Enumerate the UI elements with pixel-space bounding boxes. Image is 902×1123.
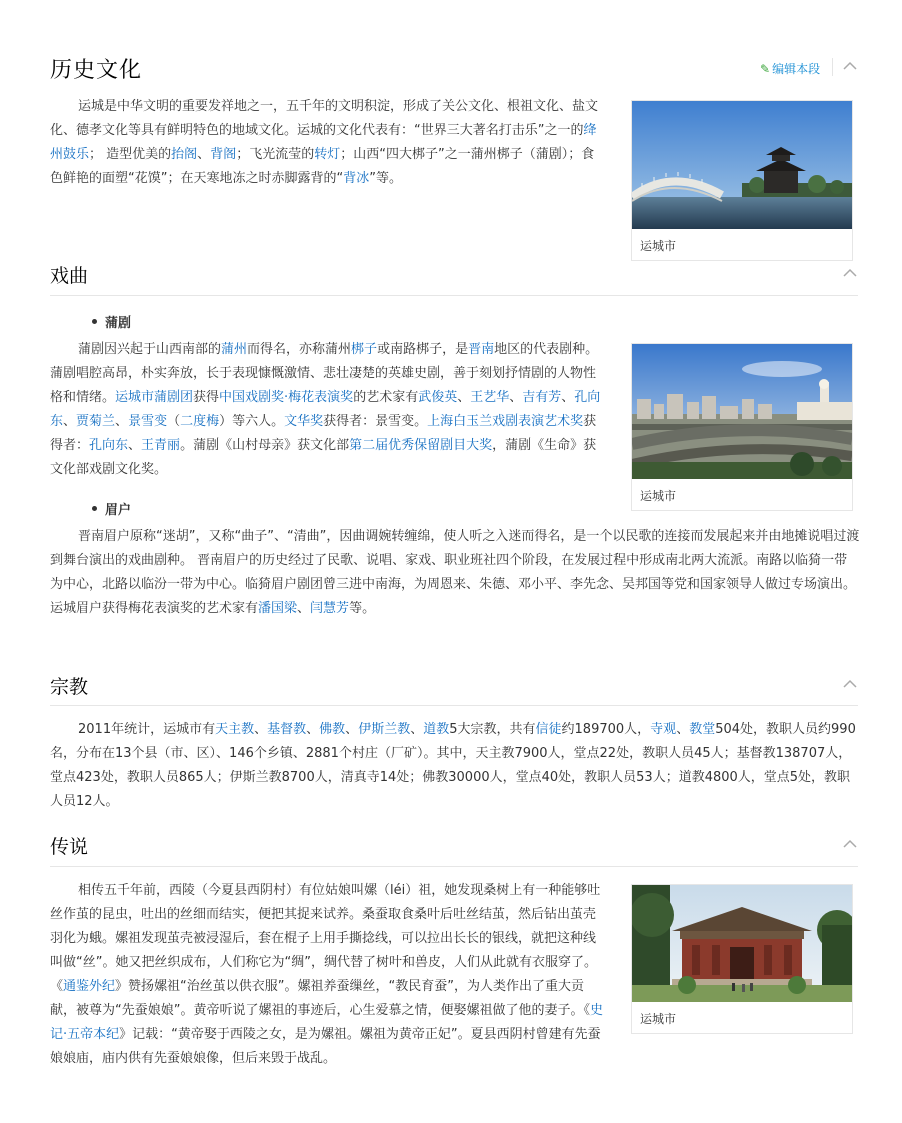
text-link[interactable]: 孔向东: [50, 390, 601, 429]
text-run: ”等。: [369, 171, 402, 186]
text-link[interactable]: 上海白玉兰戏剧表演艺术奖: [427, 414, 584, 429]
text-link[interactable]: 潘国梁: [258, 601, 298, 616]
text-link[interactable]: 基督教: [267, 722, 307, 737]
text-link[interactable]: 王青丽: [141, 438, 181, 453]
text-link[interactable]: 天主教: [215, 722, 255, 737]
divider: [832, 58, 833, 76]
text-run: 、: [115, 414, 129, 429]
page-title: 历史文化: [50, 58, 143, 83]
section-divider: [50, 295, 858, 296]
pencil-icon: ✎: [760, 61, 771, 76]
image-caption: 运城市: [640, 1012, 677, 1026]
text-link[interactable]: 教堂: [689, 722, 716, 737]
text-run: ；飞光流莹的: [236, 147, 315, 162]
text-link[interactable]: 伊斯兰教: [358, 722, 411, 737]
text-run: 获得者：景雪变。: [323, 414, 428, 429]
text-link[interactable]: 佛教: [319, 722, 346, 737]
text-run: 、: [676, 722, 690, 737]
text-run: 、: [128, 438, 142, 453]
text-link[interactable]: 中国戏剧奖·梅花表演奖: [219, 390, 354, 405]
text-run: 的艺术家有: [353, 390, 419, 405]
text-link[interactable]: 二度梅: [180, 414, 220, 429]
text-link[interactable]: 转灯: [314, 147, 341, 162]
text-link[interactable]: 贾菊兰: [76, 414, 116, 429]
collapse-icon[interactable]: [843, 61, 855, 73]
text-run: 、: [457, 390, 471, 405]
text-link[interactable]: 运城市蒲剧团: [115, 390, 194, 405]
text-link[interactable]: 背冰: [343, 171, 370, 186]
text-run: 地区的代表剧种。蒲剧唱腔高昂，朴实奔放，长于表现慷慨激情、悲壮凄楚的英雄史剧，善于刻划抒情剧的人物性格和情绪。: [50, 342, 599, 405]
history-paragraph: [50, 95, 605, 191]
text-link[interactable]: 文华奖: [284, 414, 324, 429]
subheading-puju: 蒲剧: [92, 312, 131, 331]
text-run: 、: [297, 601, 311, 616]
image-yuncheng-bridge[interactable]: [632, 101, 852, 233]
section-title-legend: 传说: [50, 836, 89, 858]
text-run: ）等六人。: [219, 414, 285, 429]
text-run: 、: [345, 722, 359, 737]
text-link[interactable]: 王艺华: [470, 390, 510, 405]
text-run: 5大宗教，共有: [449, 722, 536, 737]
image-yuncheng-city[interactable]: [632, 344, 852, 483]
text-link[interactable]: 景雪变: [128, 414, 168, 429]
text-run: （: [167, 414, 181, 429]
text-run: 、: [63, 414, 77, 429]
text-link[interactable]: 闫慧芳: [310, 601, 350, 616]
text-run: ；山西“四大梆子”之一蒲州梆子（蒲剧）；食色鲜艳的面塑“花馍”；在天寒地冻之时赤脚露背的“: [50, 147, 595, 186]
text-run: 、: [561, 390, 575, 405]
text-link[interactable]: 道教: [423, 722, 450, 737]
legend-figure[interactable]: [631, 884, 853, 1034]
text-run: 、: [410, 722, 424, 737]
text-run: 约189700人，: [561, 722, 651, 737]
text-run: 。蒲剧《山村母亲》获文化部: [180, 438, 350, 453]
image-caption: 运城市: [640, 489, 677, 503]
text-run: 504处，教职人员约990名，分布在13个县（市、区）、146个乡镇、2881个村庄（厂矿）。其中，天主教7900人，堂点22处，教职人员45人；基督教138707人，堂点423处，教职人员865人；伊斯兰教8700人，清真寺14处；佛教30000人，堂点40处，教职人员53人；道教4800人，堂点5处，教职人员12人。: [50, 722, 856, 809]
text-run: 运城是中华文明的重要发祥地之一，五千年的文明积淀，形成了关公文化、根祖文化、盐文化、德孝文化等具有鲜明特色的地域文化。运城的文化代表有：“世界三大著名打击乐”之一的: [50, 99, 599, 138]
section-title-religion: 宗教: [50, 676, 89, 698]
text-link[interactable]: 蒲州: [221, 342, 248, 357]
text-link[interactable]: 吉有芳: [522, 390, 562, 405]
text-run: 获得者：: [50, 414, 597, 453]
text-run: 、: [197, 147, 211, 162]
text-link[interactable]: 背阁: [210, 147, 237, 162]
text-run: ； 造型优美的: [89, 147, 172, 162]
image-caption: 运城市: [640, 239, 677, 253]
text-run: 获得: [193, 390, 220, 405]
puju-paragraph: [50, 338, 605, 482]
text-link[interactable]: 史记·五帝本纪: [50, 1003, 603, 1042]
text-run: 、: [254, 722, 268, 737]
legend-paragraph: [50, 879, 605, 1071]
text-run: 2011年统计，运城市有: [78, 722, 216, 737]
section-divider: [50, 705, 858, 706]
text-link[interactable]: 晋南: [468, 342, 495, 357]
text-link[interactable]: 武俊英: [418, 390, 458, 405]
text-link[interactable]: 抬阁: [171, 147, 198, 162]
section-title-xiqu: 戏曲: [50, 265, 89, 287]
text-link[interactable]: 孔向东: [89, 438, 129, 453]
text-run: 相传五千年前，西陵（今夏县西阴村）有位姑娘叫嫘（léi）祖，她发现桑树上有一种能够吐丝作茧的昆虫，吐出的丝细而结实，便把其捉来试养。桑蚕取食桑叶后吐丝结茧，然后钻出茧壳羽化为蛾。嫘祖发现茧壳被浸湿后，套在棍子上用手撕捻线，可以拉出长长的银线，就把这种线叫做“丝”。她又把丝织成布，人们称它为“绸”，绸代替了树叶和兽皮，人们从此就有衣服穿了。《: [50, 883, 601, 994]
text-link[interactable]: 信徒: [535, 722, 562, 737]
text-run: 、: [509, 390, 523, 405]
text-link[interactable]: 第二届优秀保留剧目大奖: [349, 438, 493, 453]
section-divider: [50, 866, 858, 867]
text-link[interactable]: 梆子: [351, 342, 378, 357]
image-temple[interactable]: [632, 885, 852, 1006]
text-link[interactable]: 绛州鼓乐: [50, 123, 597, 162]
religion-paragraph: [50, 718, 860, 814]
collapse-icon[interactable]: [843, 268, 855, 280]
collapse-icon[interactable]: [843, 839, 855, 851]
text-run: 等。: [349, 601, 376, 616]
edit-section-label: 编辑本段: [772, 62, 821, 76]
text-run: 》记载：“黄帝娶于西陵之女，是为嫘祖。嫘祖为黄帝正妃”。夏县西阴村曾建有先蚕娘娘庙，庙内供有先蚕娘娘像，但后来毁于战乱。: [50, 1027, 601, 1066]
collapse-icon[interactable]: [843, 679, 855, 691]
text-run: 蒲剧因兴起于山西南部的: [78, 342, 222, 357]
text-run: 而得名，亦称蒲州: [247, 342, 352, 357]
puju-figure[interactable]: [631, 343, 853, 511]
edit-section-button[interactable]: [760, 60, 820, 77]
text-link[interactable]: 寺观: [650, 722, 677, 737]
subheading-meihu: 眉户: [92, 499, 131, 518]
text-link[interactable]: 通鉴外纪: [63, 979, 116, 994]
text-run: 》赞扬嫘祖“治丝茧以供衣服”。嫘祖养蚕缫丝，“教民育蚕”，为人类作出了重大贡献，被尊为“先蚕娘娘”。黄帝听说了嫘祖的事迹后，心生爱慕之情，便娶嫘祖做了他的妻子。《: [50, 979, 590, 1018]
text-run: ，蒲剧《生命》获文化部戏剧文化奖。: [50, 438, 597, 477]
text-run: 晋南眉户原称“迷胡”，又称“曲子”、“清曲”，因曲调婉转缠绵，使人听之入迷而得名，是一个以民歌的连接而发展起来并由地摊说唱过渡到舞台演出的戏曲剧种。 晋南眉户的历史经过了民歌、说唱、家戏、职业班社四个阶段，在发展过程中形成南北两大流派。南路以临猗一带为中心，北路以临汾一带为中心。临猗眉户剧团曾三进中南海，为周恩来、朱德、邓小平、李先念、吴邦国等党和国家领导人做过专场演出。运城眉户获得梅花表演奖的艺术家有: [50, 529, 860, 616]
history-figure[interactable]: [631, 100, 853, 261]
meihu-paragraph: [50, 525, 860, 621]
text-run: 或南路梆子，是: [377, 342, 469, 357]
text-run: 、: [306, 722, 320, 737]
